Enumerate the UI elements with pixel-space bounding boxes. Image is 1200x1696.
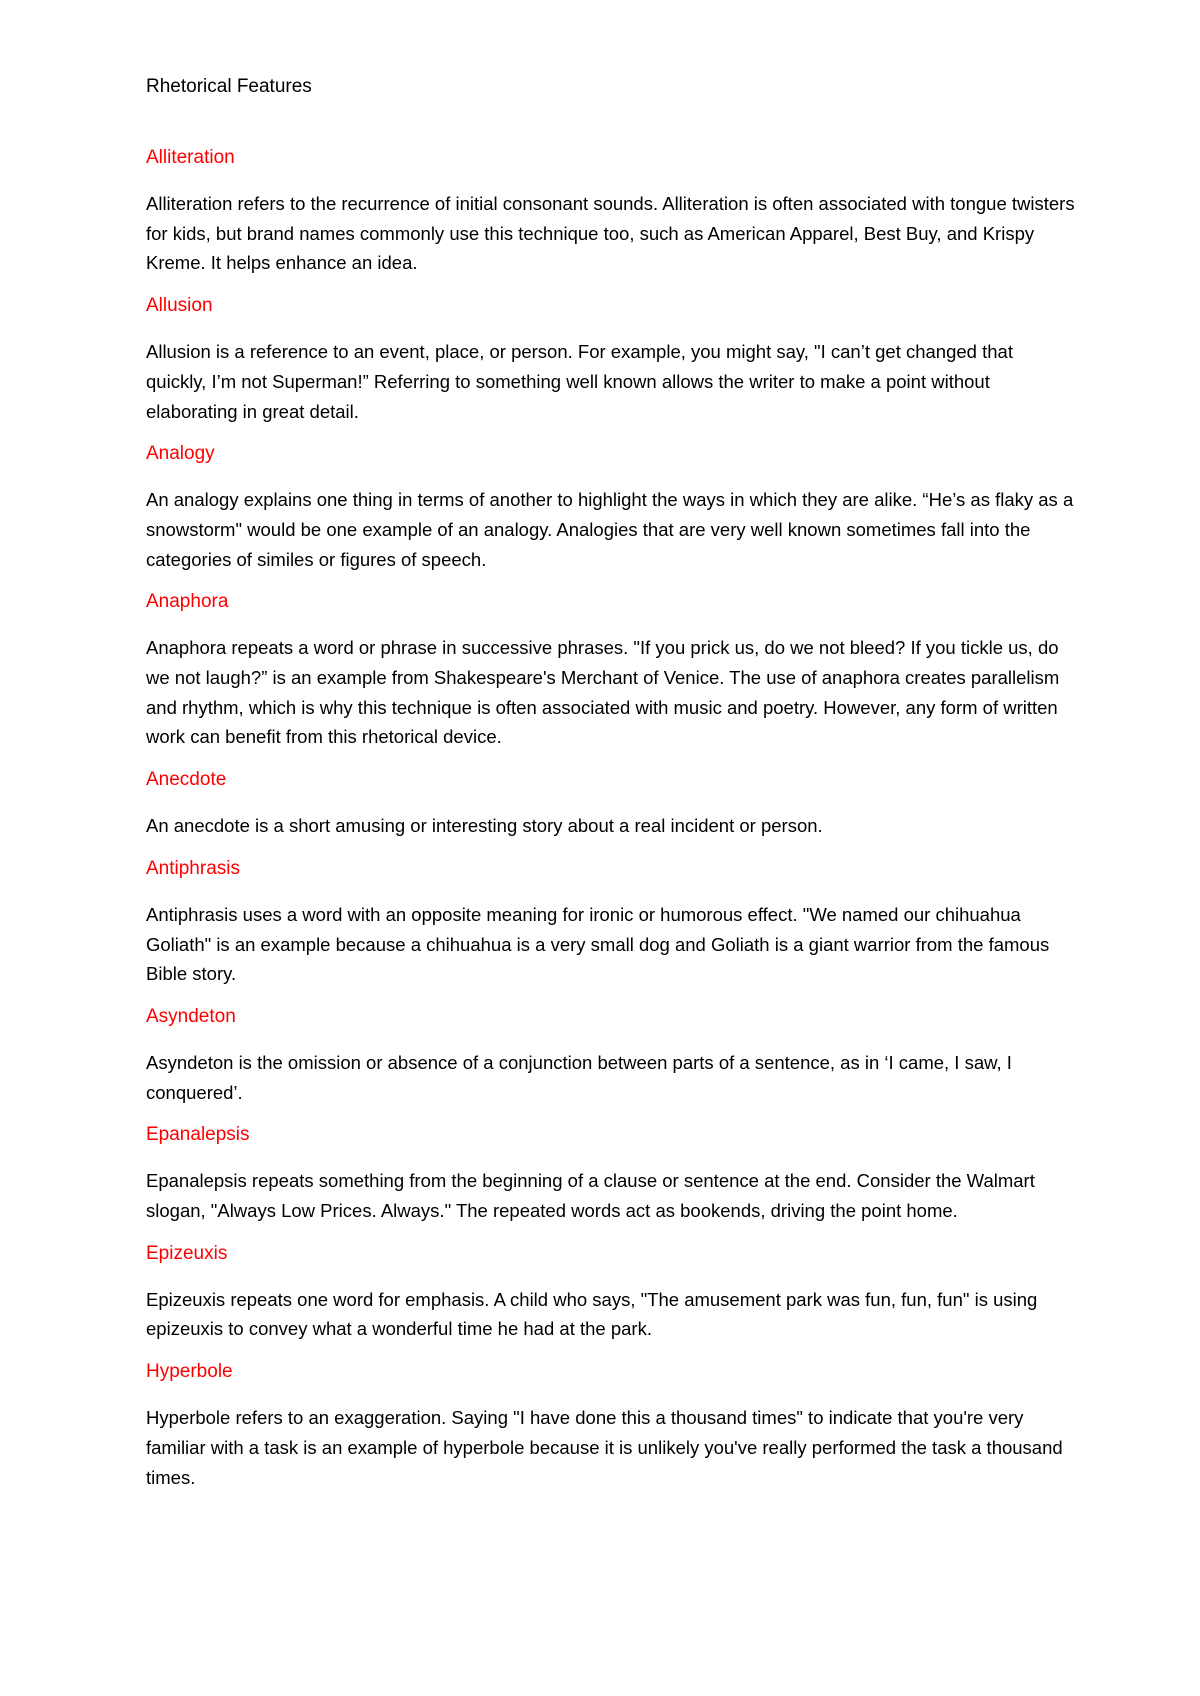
definition-paragraph: Epanalepsis repeats something from the beginning of a clause or sentence at the end. Consider the Walmart slogan, "Always Low Prices. Always." The repeated words act as bookends, driving the point home. [146, 1170, 1035, 1222]
section-antiphrasis [146, 855, 1076, 989]
document-title: Rhetorical Features [146, 76, 312, 97]
term-heading: Antiphrasis [146, 857, 240, 879]
term-heading: Anaphora [146, 591, 229, 613]
section-epanalepsis [146, 1121, 1076, 1225]
term-heading: Epizeuxis [146, 1242, 228, 1264]
definition-paragraph: Anaphora repeats a word or phrase in successive phrases. "If you prick us, do we not bleed? If you tickle us, do we not laugh?” is an example from Shakespeare's Merchant of Venice. The use of anaphora creates parallelism and rhythm, which is why this technique is often associated with music and poetry. However, any form of written work can benefit from this rhetorical device. [146, 637, 1060, 748]
section-epizeuxis [146, 1240, 1076, 1344]
section-allusion [146, 292, 1076, 426]
term-heading: Analogy [146, 443, 215, 465]
term-heading: Alliteration [146, 147, 235, 168]
definition-paragraph: Alliteration refers to the recurrence of initial consonant sounds. Alliteration is often associated with tongue twisters for kids, but brand names commonly use this technique too, such as American Apparel, Best Buy, and Krispy Kreme. It helps enhance an idea. [146, 193, 1075, 274]
definition-paragraph: Hyperbole refers to an exaggeration. Saying "I have done this a thousand times" to indicate that you're very familiar with a task is an example of hyperbole because it is unlikely you've really performed the task a thousand times. [146, 1407, 1063, 1488]
definition-paragraph: Antiphrasis uses a word with an opposite meaning for ironic or humorous effect. "We named our chihuahua Goliath" is an example because a chihuahua is a very small dog and Goliath is a giant warrior from the famous Bible story. [146, 903, 1050, 985]
term-heading: Hyperbole [146, 1361, 233, 1383]
section-analogy [146, 440, 1076, 574]
document-page [146, 72, 1076, 1506]
definition-paragraph: Epizeuxis repeats one word for emphasis. A child who says, "The amusement park was fun, fun, fun" is using epizeuxis to convey what a wonderful time he had at the park. [146, 1288, 1038, 1340]
term-heading: Anecdote [146, 769, 227, 791]
section-anaphora [146, 588, 1076, 752]
section-asyndeton [146, 1003, 1076, 1107]
definition-paragraph: Allusion is a reference to an event, place, or person. For example, you might say, "I can’t get changed that quickly, I’m not Superman!” Referring to something well known allows the writer to make a point without elaborating in great detail. [146, 341, 1013, 422]
term-heading: Allusion [146, 295, 213, 317]
section-hyperbole [146, 1358, 1076, 1492]
definition-paragraph: An analogy explains one thing in terms of another to highlight the ways in which they are alike. “He’s as flaky as a snowstorm" would be one example of an analogy. Analogies that are very well known sometimes fall into the categories of similes or figures of speech. [146, 489, 1074, 570]
definition-paragraph: An anecdote is a short amusing or interesting story about a real incident or person. [146, 815, 823, 837]
term-heading: Asyndeton [146, 1005, 236, 1027]
section-anecdote [146, 766, 1076, 841]
definition-paragraph: Asyndeton is the omission or absence of a conjunction between parts of a sentence, as in ‘I came, I saw, I conquered’. [146, 1051, 1012, 1103]
section-alliteration [146, 144, 1076, 278]
term-heading: Epanalepsis [146, 1124, 250, 1146]
